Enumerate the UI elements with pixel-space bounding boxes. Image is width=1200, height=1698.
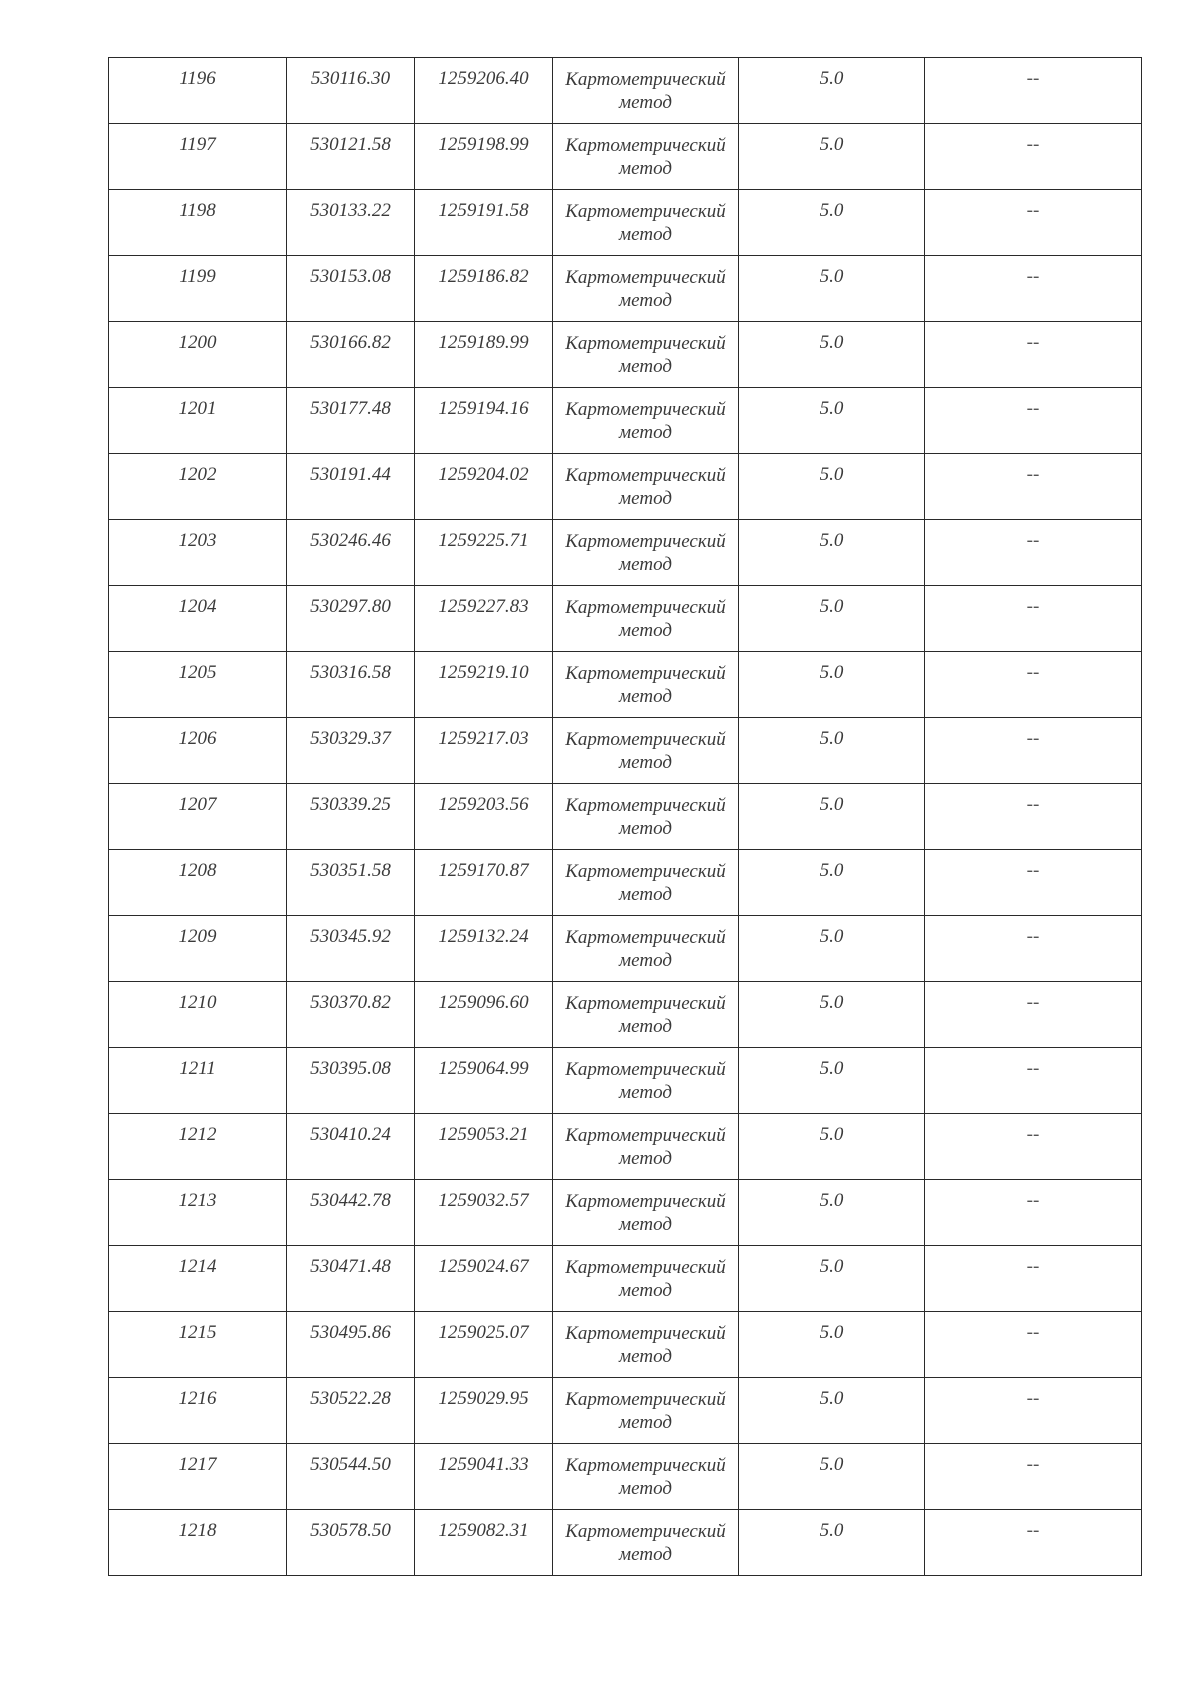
- method-cell: [553, 784, 739, 850]
- method-cell: [553, 1048, 739, 1114]
- method-line-1: Картометрический: [565, 1323, 726, 1344]
- accuracy-cell: 5.0: [739, 124, 925, 190]
- method-line-1: Картометрический: [565, 267, 726, 288]
- y-coordinate-cell: 1259189.99: [415, 322, 553, 388]
- table-row: [109, 586, 1142, 652]
- description-cell: --: [925, 586, 1142, 652]
- accuracy-cell: 5.0: [739, 256, 925, 322]
- description-cell: --: [925, 1048, 1142, 1114]
- x-coordinate-cell: 530153.08: [287, 256, 415, 322]
- x-coordinate-cell: 530544.50: [287, 1444, 415, 1510]
- method-cell: [553, 982, 739, 1048]
- accuracy-cell: 5.0: [739, 58, 925, 124]
- accuracy-cell: 5.0: [739, 1048, 925, 1114]
- method-line-2: метод: [619, 1148, 672, 1169]
- accuracy-cell: 5.0: [739, 1312, 925, 1378]
- point-number-cell: 1218: [109, 1510, 287, 1576]
- x-coordinate-cell: 530495.86: [287, 1312, 415, 1378]
- table-row: [109, 1378, 1142, 1444]
- description-cell: --: [925, 58, 1142, 124]
- method-cell: [553, 1510, 739, 1576]
- accuracy-cell: 5.0: [739, 784, 925, 850]
- x-coordinate-cell: 530121.58: [287, 124, 415, 190]
- method-line-2: метод: [619, 1346, 672, 1367]
- y-coordinate-cell: 1259041.33: [415, 1444, 553, 1510]
- method-line-2: метод: [619, 884, 672, 905]
- y-coordinate-cell: 1259217.03: [415, 718, 553, 784]
- accuracy-cell: 5.0: [739, 1246, 925, 1312]
- point-number-cell: 1206: [109, 718, 287, 784]
- x-coordinate-cell: 530410.24: [287, 1114, 415, 1180]
- method-line-1: Картометрический: [565, 1191, 726, 1212]
- method-line-2: метод: [619, 1082, 672, 1103]
- point-number-cell: 1210: [109, 982, 287, 1048]
- description-cell: --: [925, 1114, 1142, 1180]
- x-coordinate-cell: 530177.48: [287, 388, 415, 454]
- x-coordinate-cell: 530442.78: [287, 1180, 415, 1246]
- x-coordinate-cell: 530246.46: [287, 520, 415, 586]
- point-number-cell: 1216: [109, 1378, 287, 1444]
- table-row: [109, 982, 1142, 1048]
- table-row: [109, 1114, 1142, 1180]
- description-cell: --: [925, 1312, 1142, 1378]
- accuracy-cell: 5.0: [739, 520, 925, 586]
- y-coordinate-cell: 1259198.99: [415, 124, 553, 190]
- method-line-2: метод: [619, 224, 672, 245]
- description-cell: --: [925, 718, 1142, 784]
- x-coordinate-cell: 530395.08: [287, 1048, 415, 1114]
- method-line-1: Картометрический: [565, 1389, 726, 1410]
- y-coordinate-cell: 1259225.71: [415, 520, 553, 586]
- accuracy-cell: 5.0: [739, 190, 925, 256]
- accuracy-cell: 5.0: [739, 454, 925, 520]
- method-cell: [553, 1246, 739, 1312]
- x-coordinate-cell: 530329.37: [287, 718, 415, 784]
- point-number-cell: 1198: [109, 190, 287, 256]
- description-cell: --: [925, 256, 1142, 322]
- description-cell: --: [925, 124, 1142, 190]
- accuracy-cell: 5.0: [739, 1180, 925, 1246]
- point-number-cell: 1215: [109, 1312, 287, 1378]
- method-line-2: метод: [619, 422, 672, 443]
- y-coordinate-cell: 1259096.60: [415, 982, 553, 1048]
- table-row: [109, 1048, 1142, 1114]
- description-cell: --: [925, 1180, 1142, 1246]
- method-line-2: метод: [619, 686, 672, 707]
- method-line-1: Картометрический: [565, 69, 726, 90]
- method-cell: [553, 388, 739, 454]
- method-cell: [553, 652, 739, 718]
- point-number-cell: 1207: [109, 784, 287, 850]
- accuracy-cell: 5.0: [739, 652, 925, 718]
- x-coordinate-cell: 530297.80: [287, 586, 415, 652]
- description-cell: --: [925, 982, 1142, 1048]
- method-line-2: метод: [619, 356, 672, 377]
- y-coordinate-cell: 1259025.07: [415, 1312, 553, 1378]
- coordinates-table: [108, 57, 1142, 1576]
- method-cell: [553, 1378, 739, 1444]
- y-coordinate-cell: 1259170.87: [415, 850, 553, 916]
- x-coordinate-cell: 530578.50: [287, 1510, 415, 1576]
- table-row: [109, 124, 1142, 190]
- accuracy-cell: 5.0: [739, 718, 925, 784]
- point-number-cell: 1203: [109, 520, 287, 586]
- method-line-1: Картометрический: [565, 1521, 726, 1542]
- method-line-1: Картометрический: [565, 597, 726, 618]
- method-cell: [553, 256, 739, 322]
- table-row: [109, 454, 1142, 520]
- method-line-2: метод: [619, 290, 672, 311]
- method-cell: [553, 1312, 739, 1378]
- x-coordinate-cell: 530133.22: [287, 190, 415, 256]
- table-row: [109, 652, 1142, 718]
- method-line-1: Картометрический: [565, 399, 726, 420]
- description-cell: --: [925, 454, 1142, 520]
- method-line-2: метод: [619, 752, 672, 773]
- description-cell: --: [925, 322, 1142, 388]
- y-coordinate-cell: 1259191.58: [415, 190, 553, 256]
- method-line-1: Картометрический: [565, 531, 726, 552]
- method-line-2: метод: [619, 1412, 672, 1433]
- y-coordinate-cell: 1259204.02: [415, 454, 553, 520]
- accuracy-cell: 5.0: [739, 1510, 925, 1576]
- point-number-cell: 1213: [109, 1180, 287, 1246]
- table-row: [109, 58, 1142, 124]
- y-coordinate-cell: 1259219.10: [415, 652, 553, 718]
- table-row: [109, 784, 1142, 850]
- y-coordinate-cell: 1259053.21: [415, 1114, 553, 1180]
- method-line-2: метод: [619, 92, 672, 113]
- description-cell: --: [925, 388, 1142, 454]
- table-row: [109, 850, 1142, 916]
- point-number-cell: 1211: [109, 1048, 287, 1114]
- y-coordinate-cell: 1259186.82: [415, 256, 553, 322]
- method-line-2: метод: [619, 554, 672, 575]
- method-line-1: Картометрический: [565, 465, 726, 486]
- description-cell: --: [925, 520, 1142, 586]
- point-number-cell: 1217: [109, 1444, 287, 1510]
- method-line-1: Картометрический: [565, 927, 726, 948]
- y-coordinate-cell: 1259029.95: [415, 1378, 553, 1444]
- point-number-cell: 1205: [109, 652, 287, 718]
- x-coordinate-cell: 530166.82: [287, 322, 415, 388]
- point-number-cell: 1214: [109, 1246, 287, 1312]
- description-cell: --: [925, 190, 1142, 256]
- description-cell: --: [925, 784, 1142, 850]
- x-coordinate-cell: 530471.48: [287, 1246, 415, 1312]
- point-number-cell: 1196: [109, 58, 287, 124]
- accuracy-cell: 5.0: [739, 1114, 925, 1180]
- y-coordinate-cell: 1259032.57: [415, 1180, 553, 1246]
- method-cell: [553, 58, 739, 124]
- table-row: [109, 1312, 1142, 1378]
- table-row: [109, 1444, 1142, 1510]
- table-row: [109, 256, 1142, 322]
- x-coordinate-cell: 530351.58: [287, 850, 415, 916]
- accuracy-cell: 5.0: [739, 586, 925, 652]
- table-row: [109, 388, 1142, 454]
- method-line-1: Картометрический: [565, 1455, 726, 1476]
- method-line-2: метод: [619, 950, 672, 971]
- point-number-cell: 1204: [109, 586, 287, 652]
- method-line-1: Картометрический: [565, 729, 726, 750]
- method-line-2: метод: [619, 1016, 672, 1037]
- accuracy-cell: 5.0: [739, 916, 925, 982]
- point-number-cell: 1201: [109, 388, 287, 454]
- y-coordinate-cell: 1259194.16: [415, 388, 553, 454]
- x-coordinate-cell: 530522.28: [287, 1378, 415, 1444]
- point-number-cell: 1209: [109, 916, 287, 982]
- accuracy-cell: 5.0: [739, 322, 925, 388]
- description-cell: --: [925, 1444, 1142, 1510]
- table-row: [109, 718, 1142, 784]
- method-line-2: метод: [619, 1280, 672, 1301]
- method-cell: [553, 1114, 739, 1180]
- point-number-cell: 1212: [109, 1114, 287, 1180]
- method-line-1: Картометрический: [565, 795, 726, 816]
- method-line-1: Картометрический: [565, 1257, 726, 1278]
- method-line-2: метод: [619, 1214, 672, 1235]
- point-number-cell: 1202: [109, 454, 287, 520]
- y-coordinate-cell: 1259024.67: [415, 1246, 553, 1312]
- x-coordinate-cell: 530345.92: [287, 916, 415, 982]
- method-line-2: метод: [619, 1478, 672, 1499]
- description-cell: --: [925, 1510, 1142, 1576]
- description-cell: --: [925, 652, 1142, 718]
- table-row: [109, 1510, 1142, 1576]
- point-number-cell: 1208: [109, 850, 287, 916]
- method-cell: [553, 520, 739, 586]
- description-cell: --: [925, 916, 1142, 982]
- y-coordinate-cell: 1259132.24: [415, 916, 553, 982]
- accuracy-cell: 5.0: [739, 982, 925, 1048]
- method-cell: [553, 1180, 739, 1246]
- point-number-cell: 1200: [109, 322, 287, 388]
- y-coordinate-cell: 1259203.56: [415, 784, 553, 850]
- method-cell: [553, 916, 739, 982]
- method-line-2: метод: [619, 488, 672, 509]
- y-coordinate-cell: 1259064.99: [415, 1048, 553, 1114]
- method-cell: [553, 850, 739, 916]
- method-line-2: метод: [619, 620, 672, 641]
- table-row: [109, 1180, 1142, 1246]
- accuracy-cell: 5.0: [739, 1444, 925, 1510]
- method-line-1: Картометрический: [565, 135, 726, 156]
- method-line-1: Картометрический: [565, 861, 726, 882]
- method-line-2: метод: [619, 158, 672, 179]
- method-cell: [553, 322, 739, 388]
- method-cell: [553, 1444, 739, 1510]
- method-cell: [553, 190, 739, 256]
- method-line-1: Картометрический: [565, 1059, 726, 1080]
- description-cell: --: [925, 1246, 1142, 1312]
- method-line-1: Картометрический: [565, 1125, 726, 1146]
- x-coordinate-cell: 530116.30: [287, 58, 415, 124]
- method-cell: [553, 124, 739, 190]
- accuracy-cell: 5.0: [739, 850, 925, 916]
- table-body: [109, 58, 1142, 1576]
- accuracy-cell: 5.0: [739, 388, 925, 454]
- table-row: [109, 520, 1142, 586]
- method-line-1: Картометрический: [565, 663, 726, 684]
- x-coordinate-cell: 530370.82: [287, 982, 415, 1048]
- y-coordinate-cell: 1259082.31: [415, 1510, 553, 1576]
- accuracy-cell: 5.0: [739, 1378, 925, 1444]
- method-line-1: Картометрический: [565, 333, 726, 354]
- y-coordinate-cell: 1259206.40: [415, 58, 553, 124]
- x-coordinate-cell: 530191.44: [287, 454, 415, 520]
- method-line-2: метод: [619, 818, 672, 839]
- method-cell: [553, 718, 739, 784]
- method-line-1: Картометрический: [565, 201, 726, 222]
- method-cell: [553, 586, 739, 652]
- description-cell: --: [925, 1378, 1142, 1444]
- method-line-2: метод: [619, 1544, 672, 1565]
- x-coordinate-cell: 530316.58: [287, 652, 415, 718]
- method-line-1: Картометрический: [565, 993, 726, 1014]
- x-coordinate-cell: 530339.25: [287, 784, 415, 850]
- table-row: [109, 916, 1142, 982]
- table-row: [109, 190, 1142, 256]
- point-number-cell: 1199: [109, 256, 287, 322]
- method-cell: [553, 454, 739, 520]
- description-cell: --: [925, 850, 1142, 916]
- point-number-cell: 1197: [109, 124, 287, 190]
- table-row: [109, 1246, 1142, 1312]
- table-row: [109, 322, 1142, 388]
- y-coordinate-cell: 1259227.83: [415, 586, 553, 652]
